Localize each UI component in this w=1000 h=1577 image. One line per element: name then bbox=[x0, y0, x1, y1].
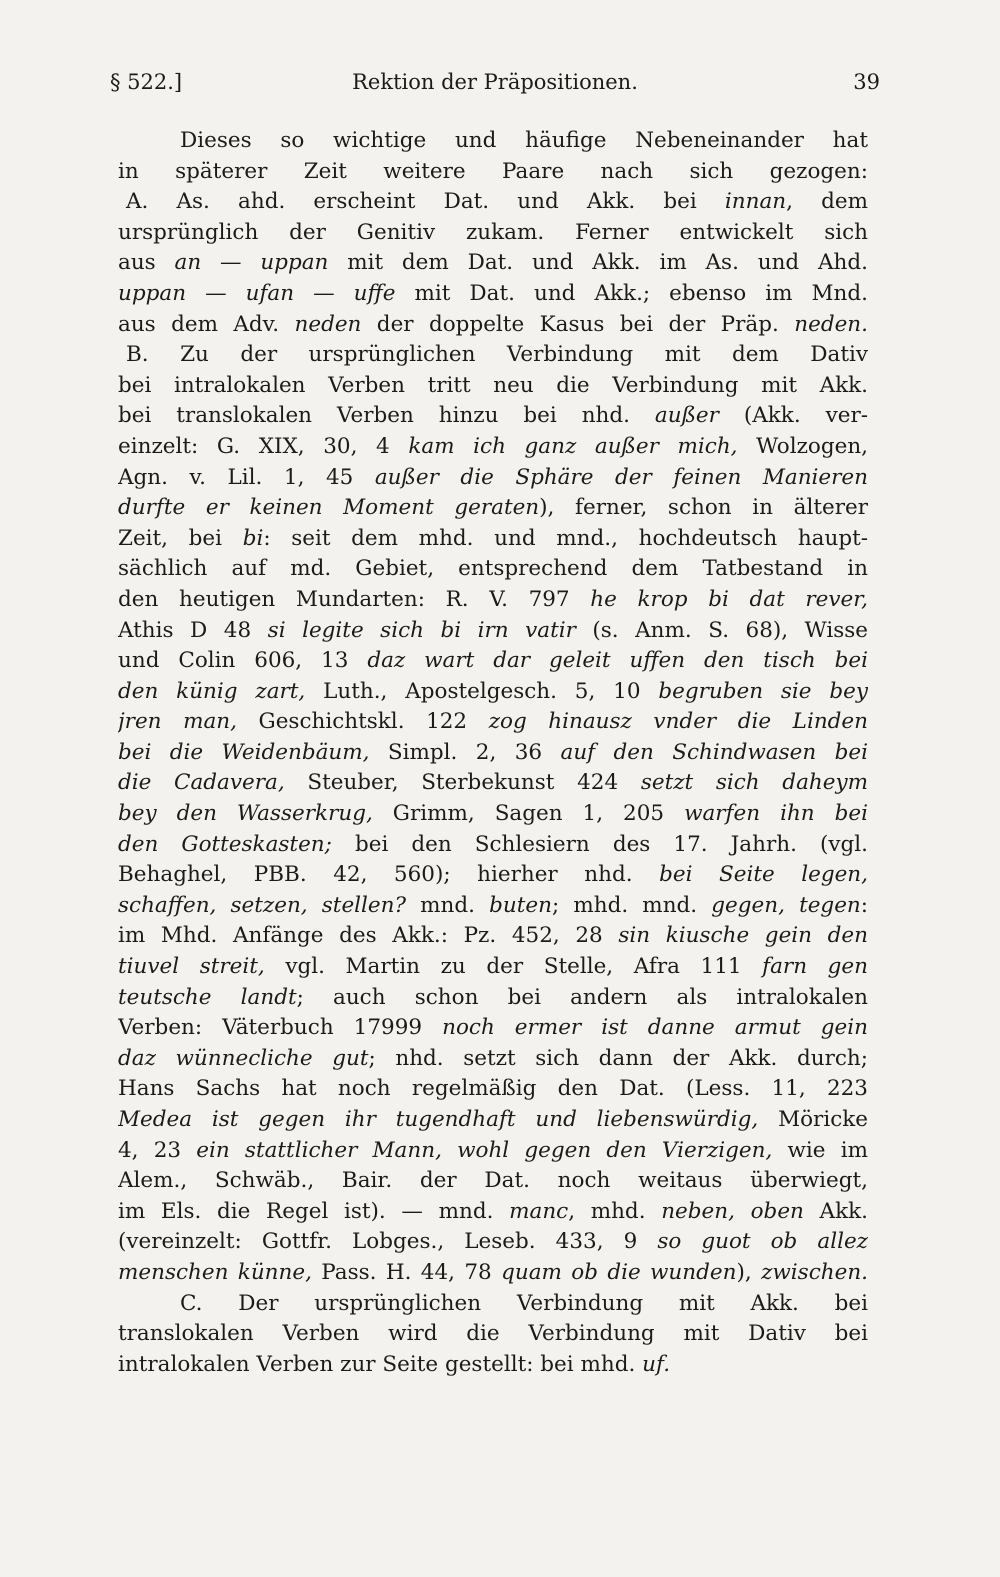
body-text bbox=[118, 126, 868, 1380]
text-run: A. As. ahd. erscheint Dat. und Akk. bei bbox=[126, 189, 725, 215]
text-run: vgl. Martin zu der Stelle, Afra 111 bbox=[264, 954, 763, 980]
italic-citation: uppan bbox=[260, 250, 329, 276]
text-run: der doppelte Kasus bei der Präp. bbox=[361, 311, 795, 337]
italic-citation: sin kiusche gein den bbox=[618, 923, 868, 949]
page-number: 39 bbox=[853, 70, 880, 94]
text-run: (vereinzelt: Gottfr. Lobges., Leseb. 433, 9 bbox=[118, 1229, 658, 1255]
italic-citation: bi bbox=[242, 525, 264, 551]
text-line bbox=[118, 310, 868, 341]
text-run: Möricke bbox=[758, 1107, 868, 1132]
text-line bbox=[118, 1289, 868, 1320]
text-run: mnd. bbox=[406, 892, 490, 918]
italic-citation: he krop bi dat rever, bbox=[590, 586, 868, 612]
italic-citation: neden. bbox=[794, 311, 868, 337]
text-line bbox=[118, 1319, 868, 1350]
text-line bbox=[118, 1074, 868, 1105]
italic-citation: so guot ob allez bbox=[657, 1229, 868, 1255]
text-line bbox=[118, 1197, 868, 1228]
text-run: Behaghel, PBB. 42, 560); hierher nhd. bbox=[118, 862, 660, 888]
text-line bbox=[118, 921, 868, 952]
text-line bbox=[118, 463, 868, 494]
italic-citation: an bbox=[174, 250, 202, 276]
italic-citation: warfen ihn bei bbox=[684, 801, 868, 827]
text-run: im Mhd. Anfänge des Akk.: Pz. 452, 28 bbox=[118, 923, 619, 949]
text-line bbox=[118, 248, 868, 279]
italic-citation: setzt sich daheym bbox=[640, 770, 868, 796]
italic-citation: uppan bbox=[118, 280, 187, 306]
italic-citation: neden bbox=[294, 311, 362, 337]
italic-citation: teutsche landt bbox=[118, 984, 297, 1010]
text-run: bei den Schlesiern des 17. Jahrh. (vgl. bbox=[331, 831, 868, 857]
text-line bbox=[118, 707, 868, 738]
text-run: ), bbox=[736, 1259, 762, 1285]
text-run: und Colin 606, 13 bbox=[118, 648, 368, 674]
italic-citation: tiuvel streit, bbox=[118, 954, 265, 980]
text-run: Hans Sachs hat noch regelmäßig den Dat. (Less. 11, 223 bbox=[118, 1076, 868, 1102]
text-line bbox=[118, 677, 868, 708]
text-run: im Els. die Regel ist). — mnd. bbox=[118, 1198, 510, 1224]
text-line bbox=[118, 1136, 868, 1167]
text-line bbox=[118, 279, 868, 310]
text-run: — bbox=[201, 250, 261, 276]
text-run: Grimm, Sagen 1, 205 bbox=[372, 801, 685, 827]
italic-citation: begruben sie bey bbox=[658, 678, 868, 704]
text-run: : bbox=[860, 892, 868, 918]
text-run: B. Zu der ursprünglichen Verbindung mit dem Dativ bbox=[126, 342, 868, 368]
text-run: (s. Anm. S. 68), Wisse bbox=[575, 617, 868, 643]
italic-citation: außer die Sphäre der feinen Manieren bbox=[374, 464, 868, 490]
text-line bbox=[118, 738, 868, 769]
text-run: ; mhd. mnd. bbox=[551, 892, 712, 918]
text-line bbox=[118, 830, 868, 861]
italic-citation: jren man, bbox=[118, 709, 237, 735]
italic-citation: innan bbox=[724, 189, 787, 215]
italic-citation: uf. bbox=[642, 1351, 671, 1377]
text-line bbox=[118, 1105, 868, 1136]
text-line bbox=[118, 646, 868, 677]
text-run: translokalen Verben wird die Verbindung mit Dativ bei bbox=[118, 1321, 868, 1347]
text-line bbox=[118, 401, 868, 432]
text-run: Wolzogen, bbox=[737, 433, 868, 459]
text-run: Geschichtskl. 122 bbox=[236, 709, 489, 735]
text-run: , dem bbox=[786, 189, 868, 215]
text-run: aus bbox=[118, 250, 175, 276]
text-line bbox=[118, 554, 868, 585]
text-run: 4, 23 bbox=[118, 1137, 197, 1163]
text-run: C. Der ursprünglichen Verbindung mit Akk. bei bbox=[180, 1290, 868, 1316]
text-run: aus dem Adv. bbox=[118, 311, 295, 337]
text-line bbox=[118, 799, 868, 830]
text-line bbox=[118, 218, 868, 249]
text-run: sächlich auf md. Gebiet, entsprechend dem Tatbestand in bbox=[118, 556, 868, 582]
italic-citation: ufan bbox=[245, 280, 295, 306]
text-line bbox=[118, 1350, 868, 1381]
text-line bbox=[118, 585, 868, 616]
text-run: Verben: Väterbuch 17999 bbox=[118, 1015, 443, 1041]
text-run: Luth., Apostelgesch. 5, 10 bbox=[305, 678, 659, 704]
italic-citation: bey den Wasserkrug, bbox=[118, 801, 373, 827]
italic-citation: den künig zart, bbox=[118, 678, 306, 704]
text-line bbox=[118, 524, 868, 555]
text-run: bei intralokalen Verben tritt neu die Verbindung mit Akk. bbox=[118, 372, 868, 398]
text-line bbox=[118, 493, 868, 524]
page-title: Rektion der Präpositionen. bbox=[352, 70, 638, 94]
text-run: Steuber, Sterbekunst 424 bbox=[284, 770, 641, 796]
italic-citation: bei die Weidenbäum, bbox=[118, 739, 370, 765]
text-run: mit dem Dat. und Akk. im As. und Ahd. bbox=[328, 250, 868, 276]
text-line bbox=[118, 1044, 868, 1075]
text-run: (Akk. ver- bbox=[718, 403, 868, 429]
text-run: — bbox=[186, 280, 246, 306]
text-run: den heutigen Mundarten: R. V. 797 bbox=[118, 586, 591, 612]
text-line bbox=[118, 1258, 868, 1289]
text-run: Simpl. 2, 36 bbox=[369, 739, 561, 765]
text-run: ), ferner, schon in älterer bbox=[539, 495, 868, 521]
italic-citation: noch ermer ist danne armut gein bbox=[442, 1015, 868, 1041]
italic-citation: menschen künne, bbox=[118, 1259, 312, 1285]
text-run: einzelt: G. XIX, 30, 4 bbox=[118, 433, 409, 459]
italic-citation: den Gotteskasten; bbox=[118, 831, 332, 857]
text-line bbox=[118, 157, 868, 188]
text-line bbox=[118, 952, 868, 983]
italic-citation: si legite sich bi irn vatir bbox=[267, 617, 576, 643]
italic-citation: gegen, tegen bbox=[711, 892, 861, 918]
text-run: Dieses so wichtige und häufige Nebeneinander hat bbox=[180, 128, 868, 153]
italic-citation: neben, oben bbox=[661, 1198, 804, 1224]
text-run: bei translokalen Verben hinzu bei nhd. bbox=[118, 403, 655, 429]
italic-citation: kam ich ganz außer mich, bbox=[408, 433, 738, 459]
italic-citation: farn gen bbox=[762, 954, 868, 980]
text-line bbox=[118, 983, 868, 1014]
italic-citation: auf den Schindwasen bei bbox=[560, 739, 868, 765]
text-line bbox=[118, 187, 868, 218]
text-run: Akk. bbox=[803, 1198, 868, 1224]
text-line bbox=[118, 371, 868, 402]
italic-citation: die Cadavera, bbox=[118, 770, 285, 796]
italic-citation: außer bbox=[654, 403, 719, 429]
text-run: wie im bbox=[772, 1137, 868, 1163]
italic-citation: zwischen. bbox=[761, 1259, 868, 1285]
section-reference: § 522.] bbox=[110, 70, 183, 94]
italic-citation: uffe bbox=[353, 280, 396, 306]
text-run: Agn. v. Lil. 1, 45 bbox=[118, 464, 375, 490]
text-run: Pass. H. 44, 78 bbox=[311, 1259, 502, 1285]
running-head bbox=[110, 70, 880, 104]
italic-citation: durfte er keinen Moment geraten bbox=[118, 495, 540, 521]
text-run: mit Dat. und Akk.; ebenso im Mnd. bbox=[395, 280, 868, 306]
text-line bbox=[118, 891, 868, 922]
italic-citation: daz wünnecliche gut bbox=[118, 1045, 369, 1071]
text-line bbox=[118, 1166, 868, 1197]
italic-citation: quam ob die wunden bbox=[501, 1259, 737, 1285]
text-line bbox=[118, 340, 868, 371]
text-run: , mhd. bbox=[568, 1198, 662, 1224]
italic-citation: ein stattlicher Mann, wohl gegen den Vierzigen, bbox=[196, 1137, 773, 1163]
italic-citation: zog hinausz vnder die Linden bbox=[488, 709, 868, 735]
text-run: Athis D 48 bbox=[118, 617, 268, 643]
text-line bbox=[118, 1227, 868, 1258]
text-run: ; auch schon bei andern als intralokalen bbox=[296, 984, 868, 1010]
text-run: Alem., Schwäb., Bair. der Dat. noch weitaus überwiegt, bbox=[118, 1168, 868, 1194]
text-line bbox=[118, 432, 868, 463]
italic-citation: buten bbox=[489, 892, 552, 918]
italic-citation: schaffen, setzen, stellen? bbox=[118, 892, 407, 918]
text-line bbox=[118, 616, 868, 647]
text-line bbox=[118, 126, 868, 157]
text-line bbox=[118, 1013, 868, 1044]
text-run: ; nhd. setzt sich dann der Akk. durch; bbox=[368, 1045, 868, 1071]
italic-citation: bei Seite legen, bbox=[659, 862, 868, 888]
text-run: Zeit, bei bbox=[118, 525, 243, 551]
text-line bbox=[118, 860, 868, 891]
text-run: in späterer Zeit weitere Paare nach sich gezogen: bbox=[118, 158, 868, 184]
text-run: ursprünglich der Genitiv zukam. Ferner entwickelt sich bbox=[118, 219, 868, 245]
text-run: : seit dem mhd. und mnd., hochdeutsch haupt- bbox=[263, 525, 868, 551]
italic-citation: daz wart dar geleit uffen den tisch bei bbox=[367, 648, 868, 674]
text-run: — bbox=[294, 280, 354, 306]
italic-citation: manc bbox=[509, 1198, 569, 1224]
italic-citation: Medea ist gegen ihr tugendhaft und liebenswürdig, bbox=[118, 1107, 759, 1132]
text-line bbox=[118, 768, 868, 799]
text-run: intralokalen Verben zur Seite gestellt: bei mhd. bbox=[118, 1351, 643, 1377]
